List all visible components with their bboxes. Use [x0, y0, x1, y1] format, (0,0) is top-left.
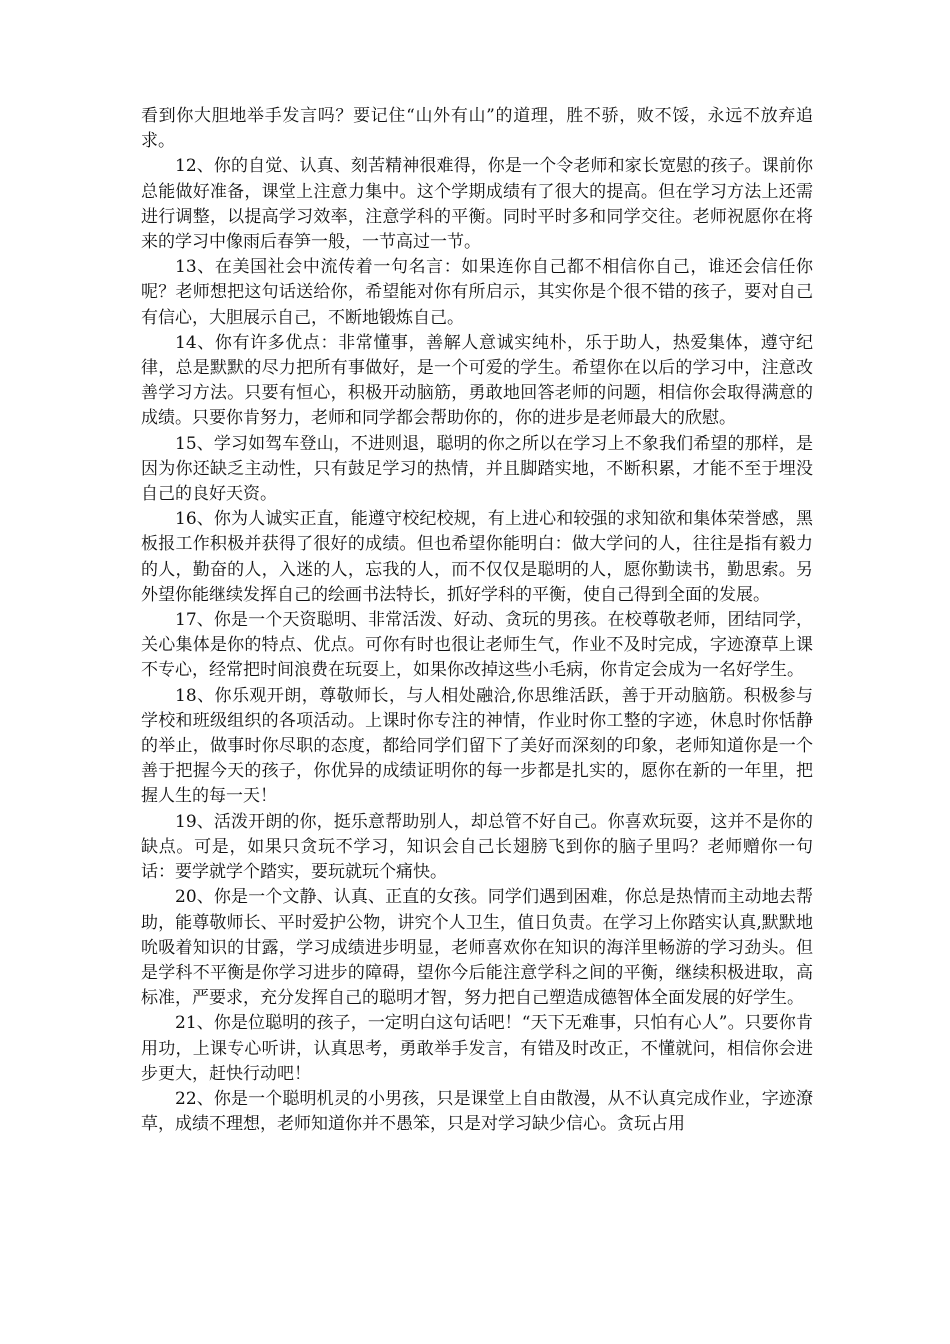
paragraph-22: 22、你是一个聪明机灵的小男孩，只是课堂上自由散漫，从不认真完成作业，字迹潦草，成绩不理想，老师知道你并不愚笨，只是对学习缺少信心。贪玩占用 [141, 1088, 813, 1135]
paragraph-17: 17、你是一个天资聪明、非常活泼、好动、贪玩的男孩。在校尊敬老师，团结同学，关心集体是你的特点、优点。可你有时也很让老师生气，作业不及时完成，字迹潦草上课不专心，经常把时间浪费在玩耍上，如果你改掉这些小毛病，你肯定会成为一名好学生。 [141, 610, 813, 681]
paragraph-18: 18、你乐观开朗，尊敬师长，与人相处融洽,你思维活跃，善于开动脑筋。积极参与学校和班级组织的各项活动。上课时你专注的神情，作业时你工整的字迹，休息时你恬静的举止，做事时你尽职的态度，都给同学们留下了美好而深刻的印象，老师知道你是一个善于把握今天的孩子，你优异的成绩证明你的每一步都是扎实的，愿你在新的一年里，把握人生的每一天！ [141, 685, 813, 807]
paragraph-19: 19、活泼开朗的你，挺乐意帮助别人，却总管不好自己。你喜欢玩耍，这并不是你的缺点。可是，如果只贪玩不学习，知识会自己长翅膀飞到你的脑子里吗？老师赠你一句话：要学就学个踏实，要玩就玩个痛快。 [141, 811, 813, 883]
paragraph-16: 16、你为人诚实正直，能遵守校纪校规，有上进心和较强的求知欲和集体荣誉感，黑板报工作积极并获得了很好的成绩。但也希望你能明白：做大学问的人，往往是指有毅力的人，勤奋的人，入迷的人，忘我的人，而不仅仅是聪明的人，愿你勤读书，勤思索。另外望你能继续发挥自己的绘画书法特长，抓好学科的平衡，使自己得到全面的发展。 [141, 509, 813, 605]
paragraph-15: 15、学习如驾车登山，不进则退，聪明的你之所以在学习上不象我们希望的那样，是因为你还缺乏主动性，只有鼓足学习的热情，并且脚踏实地，不断积累，才能不至于埋没自己的良好天资。 [141, 433, 813, 505]
paragraph-14: 14、你有许多优点：非常懂事，善解人意诚实纯朴，乐于助人，热爱集体，遵守纪律，总是默默的尽力把所有事做好，是一个可爱的学生。希望你在以后的学习中，注意改善学习方法。只要有恒心，积极开动脑筋，勇敢地回答老师的问题，相信你会取得满意的成绩。只要你肯努力，老师和同学都会帮助你的，你的进步是老师最大的欣慰。 [141, 332, 813, 429]
paragraph-12: 12、你的自觉、认真、刻苦精神很难得，你是一个令老师和家长宽慰的孩子。课前你总能做好准备，课堂上注意力集中。这个学期成绩有了很大的提高。但在学习方法上还需进行调整，以提高学习效率，注意学科的平衡。同时平时多和同学交往。老师祝愿你在将来的学习中像雨后春笋一般，一节高过一节。 [141, 156, 813, 253]
document-page [141, 104, 813, 1137]
paragraph-20: 20、你是一个文静、认真、正直的女孩。同学们遇到困难，你总是热情而主动地去帮助，能尊敬师长、平时爱护公物，讲究个人卫生，值日负责。在学习上你踏实认真,默默地吮吸着知识的甘露，学习成绩进步明显，老师喜欢你在知识的海洋里畅游的学习劲头。但是学科不平衡是你学习进步的障碍，望你今后能注意学科之间的平衡，继续积极进取，高标准，严要求，充分发挥自己的聪明才智，努力把自己塑造成德智体全面发展的好学生。 [141, 887, 813, 1009]
paragraph-continuation: 看到你大胆地举手发言吗？要记住“山外有山”的道理，胜不骄，败不馁，永远不放弃追求。 [141, 106, 813, 152]
paragraph-13: 13、在美国社会中流传着一句名言：如果连你自己都不相信你自己，谁还会信任你呢？老师想把这句话送给你，希望能对你有所启示，其实你是个很不错的孩子，要对自己有信心，大胆展示自己，不断地锻炼自己。 [141, 257, 813, 328]
paragraph-21: 21、你是位聪明的孩子，一定明白这句话吧！“天下无难事，只怕有心人”。只要你肯用功，上课专心听讲，认真思考，勇敢举手发言，有错及时改正，不懂就问，相信你会进步更大，赶快行动吧！ [141, 1013, 813, 1084]
